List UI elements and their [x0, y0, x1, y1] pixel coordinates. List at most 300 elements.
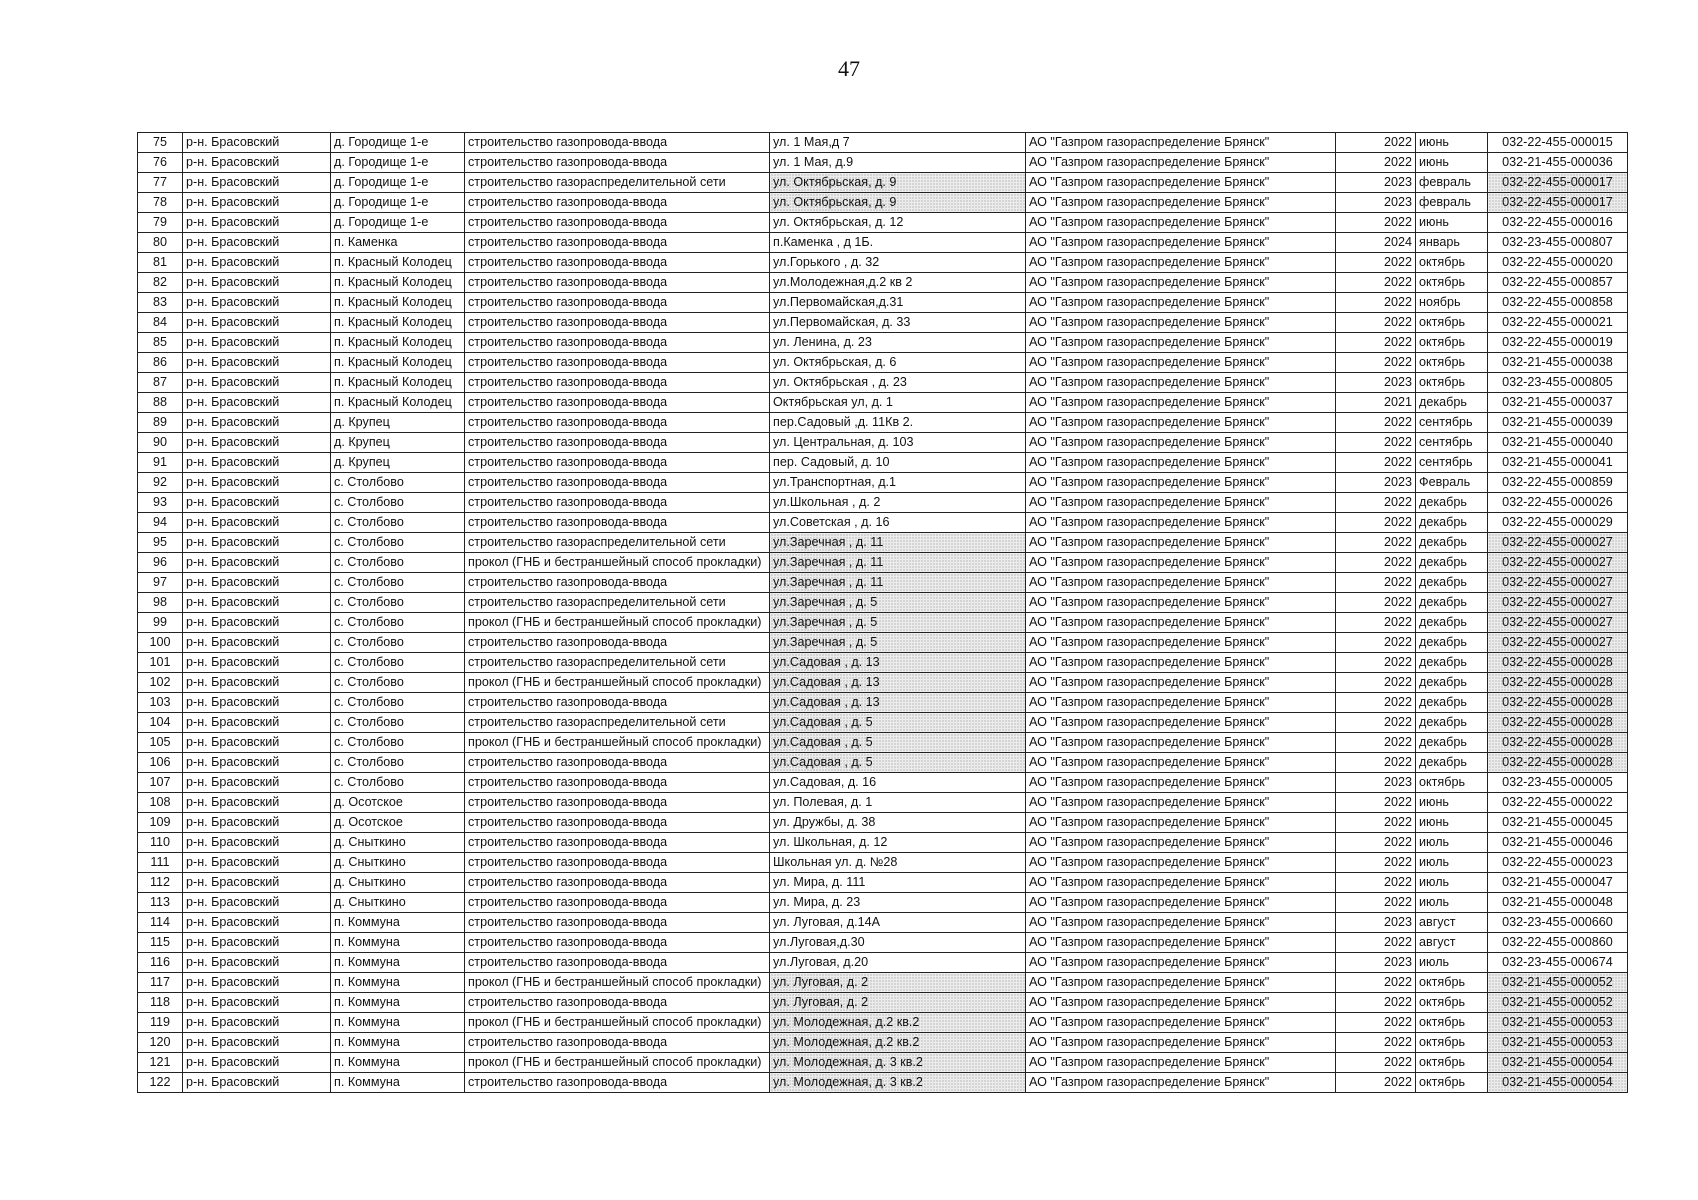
organization-cell: АО "Газпром газораспределение Брянск" [1026, 473, 1336, 493]
month-cell: декабрь [1416, 733, 1488, 753]
row-number-cell: 87 [138, 373, 183, 393]
year-cell: 2023 [1336, 173, 1416, 193]
row-number-cell: 92 [138, 473, 183, 493]
organization-cell: АО "Газпром газораспределение Брянск" [1026, 273, 1336, 293]
address-cell: ул. Молодежная, д.2 кв.2 [770, 1013, 1026, 1033]
district-cell: р-н. Брасовский [183, 673, 331, 693]
code-cell: 032-22-455-000027 [1488, 593, 1628, 613]
address-cell: ул.Первомайская, д. 33 [770, 313, 1026, 333]
year-cell: 2022 [1336, 453, 1416, 473]
settlement-cell: с. Столбово [331, 653, 465, 673]
row-number-cell: 82 [138, 273, 183, 293]
month-cell: декабрь [1416, 653, 1488, 673]
code-cell: 032-22-455-000858 [1488, 293, 1628, 313]
address-cell: Школьная ул. д. №28 [770, 853, 1026, 873]
settlement-cell: д. Осотское [331, 793, 465, 813]
code-cell: 032-22-455-000017 [1488, 193, 1628, 213]
settlement-cell: п. Красный Колодец [331, 313, 465, 333]
settlement-cell: п. Коммуна [331, 1053, 465, 1073]
address-cell: ул. Луговая, д. 2 [770, 993, 1026, 1013]
address-cell: ул.Молодежная,д.2 кв 2 [770, 273, 1026, 293]
district-cell: р-н. Брасовский [183, 653, 331, 673]
code-cell: 032-23-455-000805 [1488, 373, 1628, 393]
table-row [138, 693, 1628, 713]
address-cell: ул. 1 Мая, д.9 [770, 153, 1026, 173]
settlement-cell: п. Красный Колодец [331, 253, 465, 273]
district-cell: р-н. Брасовский [183, 173, 331, 193]
year-cell: 2023 [1336, 953, 1416, 973]
month-cell: январь [1416, 233, 1488, 253]
organization-cell: АО "Газпром газораспределение Брянск" [1026, 553, 1336, 573]
row-number-cell: 94 [138, 513, 183, 533]
organization-cell: АО "Газпром газораспределение Брянск" [1026, 633, 1336, 653]
address-cell: ул.Садовая , д. 5 [770, 753, 1026, 773]
work-type-cell: строительство газопровода-ввода [465, 893, 770, 913]
district-cell: р-н. Брасовский [183, 813, 331, 833]
code-cell: 032-21-455-000040 [1488, 433, 1628, 453]
year-cell: 2022 [1336, 613, 1416, 633]
table-row [138, 333, 1628, 353]
row-number-cell: 113 [138, 893, 183, 913]
year-cell: 2022 [1336, 833, 1416, 853]
district-cell: р-н. Брасовский [183, 793, 331, 813]
code-cell: 032-23-455-000660 [1488, 913, 1628, 933]
address-cell: ул. Октябрьская, д. 9 [770, 193, 1026, 213]
settlement-cell: с. Столбово [331, 513, 465, 533]
district-cell: р-н. Брасовский [183, 713, 331, 733]
address-cell: ул.Луговая,д.30 [770, 933, 1026, 953]
code-cell: 032-22-455-000019 [1488, 333, 1628, 353]
organization-cell: АО "Газпром газораспределение Брянск" [1026, 573, 1336, 593]
year-cell: 2022 [1336, 573, 1416, 593]
table-row [138, 913, 1628, 933]
organization-cell: АО "Газпром газораспределение Брянск" [1026, 233, 1336, 253]
row-number-cell: 80 [138, 233, 183, 253]
settlement-cell: с. Столбово [331, 773, 465, 793]
month-cell: декабрь [1416, 533, 1488, 553]
settlement-cell: д. Городище 1-е [331, 193, 465, 213]
settlement-cell: с. Столбово [331, 593, 465, 613]
address-cell: ул. Школьная, д. 12 [770, 833, 1026, 853]
year-cell: 2022 [1336, 493, 1416, 513]
address-cell: ул.Школьная , д. 2 [770, 493, 1026, 513]
table-row [138, 513, 1628, 533]
year-cell: 2022 [1336, 993, 1416, 1013]
work-type-cell: строительство газопровода-ввода [465, 153, 770, 173]
settlement-cell: с. Столбово [331, 473, 465, 493]
district-cell: р-н. Брасовский [183, 693, 331, 713]
row-number-cell: 118 [138, 993, 183, 1013]
address-cell: Октябрьская ул, д. 1 [770, 393, 1026, 413]
work-type-cell: прокол (ГНБ и бестраншейный способ прокладки) [465, 613, 770, 633]
code-cell: 032-21-455-000052 [1488, 973, 1628, 993]
work-type-cell: строительство газопровода-ввода [465, 573, 770, 593]
work-type-cell: строительство газопровода-ввода [465, 333, 770, 353]
district-cell: р-н. Брасовский [183, 1013, 331, 1033]
month-cell: июль [1416, 853, 1488, 873]
settlement-cell: д. Крупец [331, 413, 465, 433]
month-cell: октябрь [1416, 1033, 1488, 1053]
work-type-cell: строительство газопровода-ввода [465, 213, 770, 233]
settlement-cell: с. Столбово [331, 673, 465, 693]
organization-cell: АО "Газпром газораспределение Брянск" [1026, 1053, 1336, 1073]
code-cell: 032-21-455-000046 [1488, 833, 1628, 853]
month-cell: октябрь [1416, 333, 1488, 353]
table-row [138, 553, 1628, 573]
row-number-cell: 96 [138, 553, 183, 573]
row-number-cell: 117 [138, 973, 183, 993]
row-number-cell: 116 [138, 953, 183, 973]
organization-cell: АО "Газпром газораспределение Брянск" [1026, 653, 1336, 673]
table-row [138, 613, 1628, 633]
table-row [138, 673, 1628, 693]
work-type-cell: прокол (ГНБ и бестраншейный способ прокладки) [465, 1013, 770, 1033]
year-cell: 2022 [1336, 1073, 1416, 1093]
organization-cell: АО "Газпром газораспределение Брянск" [1026, 713, 1336, 733]
organization-cell: АО "Газпром газораспределение Брянск" [1026, 1073, 1336, 1093]
organization-cell: АО "Газпром газораспределение Брянск" [1026, 913, 1336, 933]
address-cell: ул. Мира, д. 23 [770, 893, 1026, 913]
address-cell: ул.Садовая , д. 13 [770, 673, 1026, 693]
year-cell: 2024 [1336, 233, 1416, 253]
month-cell: октябрь [1416, 1053, 1488, 1073]
code-cell: 032-21-455-000054 [1488, 1053, 1628, 1073]
row-number-cell: 98 [138, 593, 183, 613]
table-row [138, 313, 1628, 333]
code-cell: 032-22-455-000016 [1488, 213, 1628, 233]
code-cell: 032-22-455-000020 [1488, 253, 1628, 273]
month-cell: Февраль [1416, 473, 1488, 493]
table-row [138, 133, 1628, 153]
year-cell: 2022 [1336, 553, 1416, 573]
work-type-cell: строительство газопровода-ввода [465, 933, 770, 953]
address-cell: ул.Садовая, д. 16 [770, 773, 1026, 793]
address-cell: ул. Октябрьская, д. 9 [770, 173, 1026, 193]
organization-cell: АО "Газпром газораспределение Брянск" [1026, 533, 1336, 553]
year-cell: 2023 [1336, 773, 1416, 793]
row-number-cell: 91 [138, 453, 183, 473]
table-row [138, 653, 1628, 673]
work-type-cell: строительство газопровода-ввода [465, 413, 770, 433]
settlement-cell: д. Городище 1-е [331, 153, 465, 173]
table-row [138, 153, 1628, 173]
settlement-cell: д. Городище 1-е [331, 213, 465, 233]
month-cell: декабрь [1416, 753, 1488, 773]
month-cell: декабрь [1416, 593, 1488, 613]
settlement-cell: с. Столбово [331, 733, 465, 753]
work-type-cell: строительство газопровода-ввода [465, 813, 770, 833]
year-cell: 2022 [1336, 673, 1416, 693]
organization-cell: АО "Газпром газораспределение Брянск" [1026, 773, 1336, 793]
table-body [138, 133, 1628, 1093]
month-cell: июнь [1416, 793, 1488, 813]
settlement-cell: п. Коммуна [331, 1073, 465, 1093]
organization-cell: АО "Газпром газораспределение Брянск" [1026, 173, 1336, 193]
row-number-cell: 109 [138, 813, 183, 833]
code-cell: 032-22-455-000027 [1488, 533, 1628, 553]
organization-cell: АО "Газпром газораспределение Брянск" [1026, 973, 1336, 993]
work-type-cell: строительство газопровода-ввода [465, 133, 770, 153]
month-cell: ноябрь [1416, 293, 1488, 313]
organization-cell: АО "Газпром газораспределение Брянск" [1026, 353, 1336, 373]
district-cell: р-н. Брасовский [183, 973, 331, 993]
table-row [138, 793, 1628, 813]
table-row [138, 353, 1628, 373]
code-cell: 032-21-455-000038 [1488, 353, 1628, 373]
row-number-cell: 107 [138, 773, 183, 793]
year-cell: 2022 [1336, 873, 1416, 893]
address-cell: п.Каменка , д 1Б. [770, 233, 1026, 253]
table-row [138, 393, 1628, 413]
month-cell: август [1416, 913, 1488, 933]
district-cell: р-н. Брасовский [183, 233, 331, 253]
settlement-cell: д. Крупец [331, 453, 465, 473]
address-cell: ул. Ленина, д. 23 [770, 333, 1026, 353]
district-cell: р-н. Брасовский [183, 393, 331, 413]
work-type-cell: строительство газопровода-ввода [465, 473, 770, 493]
year-cell: 2022 [1336, 413, 1416, 433]
table-row [138, 993, 1628, 1013]
organization-cell: АО "Газпром газораспределение Брянск" [1026, 493, 1336, 513]
district-cell: р-н. Брасовский [183, 273, 331, 293]
month-cell: октябрь [1416, 353, 1488, 373]
month-cell: декабрь [1416, 573, 1488, 593]
year-cell: 2022 [1336, 733, 1416, 753]
settlement-cell: с. Столбово [331, 713, 465, 733]
address-cell: пер.Садовый ,д. 11Кв 2. [770, 413, 1026, 433]
settlement-cell: с. Столбово [331, 573, 465, 593]
organization-cell: АО "Газпром газораспределение Брянск" [1026, 133, 1336, 153]
settlement-cell: д. Городище 1-е [331, 133, 465, 153]
settlement-cell: с. Столбово [331, 493, 465, 513]
organization-cell: АО "Газпром газораспределение Брянск" [1026, 833, 1336, 853]
row-number-cell: 78 [138, 193, 183, 213]
year-cell: 2022 [1336, 753, 1416, 773]
month-cell: октябрь [1416, 773, 1488, 793]
settlement-cell: с. Столбово [331, 613, 465, 633]
district-cell: р-н. Брасовский [183, 513, 331, 533]
organization-cell: АО "Газпром газораспределение Брянск" [1026, 693, 1336, 713]
year-cell: 2022 [1336, 133, 1416, 153]
table-row [138, 413, 1628, 433]
work-type-cell: строительство газопровода-ввода [465, 493, 770, 513]
code-cell: 032-22-455-000029 [1488, 513, 1628, 533]
organization-cell: АО "Газпром газораспределение Брянск" [1026, 613, 1336, 633]
settlement-cell: с. Столбово [331, 533, 465, 553]
settlement-cell: п. Красный Колодец [331, 333, 465, 353]
year-cell: 2022 [1336, 693, 1416, 713]
work-type-cell: строительство газораспределительной сети [465, 713, 770, 733]
year-cell: 2023 [1336, 193, 1416, 213]
code-cell: 032-22-455-000028 [1488, 733, 1628, 753]
settlement-cell: п. Коммуна [331, 993, 465, 1013]
month-cell: октябрь [1416, 1073, 1488, 1093]
work-type-cell: строительство газопровода-ввода [465, 633, 770, 653]
row-number-cell: 115 [138, 933, 183, 953]
work-type-cell: строительство газопровода-ввода [465, 753, 770, 773]
row-number-cell: 108 [138, 793, 183, 813]
code-cell: 032-22-455-000027 [1488, 553, 1628, 573]
district-cell: р-н. Брасовский [183, 1053, 331, 1073]
work-type-cell: строительство газопровода-ввода [465, 853, 770, 873]
settlement-cell: д. Крупец [331, 433, 465, 453]
table-row [138, 273, 1628, 293]
table-row [138, 213, 1628, 233]
settlement-cell: д. Сныткино [331, 893, 465, 913]
district-cell: р-н. Брасовский [183, 473, 331, 493]
district-cell: р-н. Брасовский [183, 913, 331, 933]
row-number-cell: 88 [138, 393, 183, 413]
district-cell: р-н. Брасовский [183, 633, 331, 653]
settlement-cell: п. Коммуна [331, 973, 465, 993]
row-number-cell: 120 [138, 1033, 183, 1053]
address-cell: ул. Молодежная, д. 3 кв.2 [770, 1053, 1026, 1073]
month-cell: декабрь [1416, 613, 1488, 633]
address-cell: ул. Мира, д. 111 [770, 873, 1026, 893]
table-row [138, 773, 1628, 793]
work-type-cell: строительство газораспределительной сети [465, 533, 770, 553]
address-cell: ул.Заречная , д. 11 [770, 573, 1026, 593]
code-cell: 032-22-455-000026 [1488, 493, 1628, 513]
organization-cell: АО "Газпром газораспределение Брянск" [1026, 593, 1336, 613]
district-cell: р-н. Брасовский [183, 1033, 331, 1053]
district-cell: р-н. Брасовский [183, 873, 331, 893]
code-cell: 032-22-455-000028 [1488, 673, 1628, 693]
row-number-cell: 89 [138, 413, 183, 433]
organization-cell: АО "Газпром газораспределение Брянск" [1026, 253, 1336, 273]
year-cell: 2022 [1336, 793, 1416, 813]
district-cell: р-н. Брасовский [183, 353, 331, 373]
month-cell: июль [1416, 873, 1488, 893]
month-cell: июнь [1416, 813, 1488, 833]
year-cell: 2022 [1336, 273, 1416, 293]
district-cell: р-н. Брасовский [183, 933, 331, 953]
row-number-cell: 77 [138, 173, 183, 193]
address-cell: ул.Заречная , д. 5 [770, 593, 1026, 613]
district-cell: р-н. Брасовский [183, 853, 331, 873]
month-cell: декабрь [1416, 713, 1488, 733]
work-type-cell: строительство газораспределительной сети [465, 173, 770, 193]
district-cell: р-н. Брасовский [183, 553, 331, 573]
organization-cell: АО "Газпром газораспределение Брянск" [1026, 153, 1336, 173]
row-number-cell: 95 [138, 533, 183, 553]
month-cell: октябрь [1416, 1013, 1488, 1033]
district-cell: р-н. Брасовский [183, 313, 331, 333]
year-cell: 2021 [1336, 393, 1416, 413]
month-cell: октябрь [1416, 273, 1488, 293]
district-cell: р-н. Брасовский [183, 733, 331, 753]
work-type-cell: прокол (ГНБ и бестраншейный способ прокладки) [465, 553, 770, 573]
month-cell: июнь [1416, 153, 1488, 173]
table-row [138, 853, 1628, 873]
code-cell: 032-21-455-000053 [1488, 1033, 1628, 1053]
row-number-cell: 85 [138, 333, 183, 353]
row-number-cell: 101 [138, 653, 183, 673]
work-type-cell: строительство газопровода-ввода [465, 453, 770, 473]
work-type-cell: прокол (ГНБ и бестраншейный способ прокладки) [465, 673, 770, 693]
settlement-cell: п. Красный Колодец [331, 353, 465, 373]
settlement-cell: д. Сныткино [331, 853, 465, 873]
month-cell: сентябрь [1416, 433, 1488, 453]
district-cell: р-н. Брасовский [183, 953, 331, 973]
code-cell: 032-23-455-000005 [1488, 773, 1628, 793]
district-cell: р-н. Брасовский [183, 213, 331, 233]
settlement-cell: д. Осотское [331, 813, 465, 833]
settlement-cell: п. Коммуна [331, 913, 465, 933]
year-cell: 2022 [1336, 213, 1416, 233]
year-cell: 2022 [1336, 933, 1416, 953]
address-cell: ул.Садовая , д. 13 [770, 653, 1026, 673]
month-cell: октябрь [1416, 993, 1488, 1013]
row-number-cell: 84 [138, 313, 183, 333]
address-cell: ул. Молодежная, д.2 кв.2 [770, 1033, 1026, 1053]
district-cell: р-н. Брасовский [183, 133, 331, 153]
address-cell: ул.Первомайская,д.31 [770, 293, 1026, 313]
district-cell: р-н. Брасовский [183, 293, 331, 313]
work-type-cell: строительство газораспределительной сети [465, 593, 770, 613]
work-type-cell: строительство газопровода-ввода [465, 873, 770, 893]
month-cell: октябрь [1416, 313, 1488, 333]
month-cell: декабрь [1416, 393, 1488, 413]
work-type-cell: строительство газопровода-ввода [465, 773, 770, 793]
settlement-cell: п. Коммуна [331, 953, 465, 973]
organization-cell: АО "Газпром газораспределение Брянск" [1026, 513, 1336, 533]
month-cell: июль [1416, 953, 1488, 973]
organization-cell: АО "Газпром газораспределение Брянск" [1026, 733, 1336, 753]
work-type-cell: строительство газопровода-ввода [465, 233, 770, 253]
code-cell: 032-21-455-000045 [1488, 813, 1628, 833]
organization-cell: АО "Газпром газораспределение Брянск" [1026, 193, 1336, 213]
settlement-cell: п. Красный Колодец [331, 393, 465, 413]
month-cell: декабрь [1416, 553, 1488, 573]
district-cell: р-н. Брасовский [183, 433, 331, 453]
organization-cell: АО "Газпром газораспределение Брянск" [1026, 413, 1336, 433]
work-type-cell: строительство газопровода-ввода [465, 1073, 770, 1093]
code-cell: 032-23-455-000807 [1488, 233, 1628, 253]
table-row [138, 1053, 1628, 1073]
table-row [138, 713, 1628, 733]
address-cell: ул.Горького , д. 32 [770, 253, 1026, 273]
settlement-cell: п. Каменка [331, 233, 465, 253]
code-cell: 032-22-455-000028 [1488, 713, 1628, 733]
address-cell: ул.Садовая , д. 5 [770, 733, 1026, 753]
district-cell: р-н. Брасовский [183, 993, 331, 1013]
code-cell: 032-22-455-000027 [1488, 573, 1628, 593]
year-cell: 2022 [1336, 533, 1416, 553]
code-cell: 032-22-455-000023 [1488, 853, 1628, 873]
table-row [138, 733, 1628, 753]
table-row [138, 573, 1628, 593]
table-row [138, 493, 1628, 513]
row-number-cell: 90 [138, 433, 183, 453]
district-cell: р-н. Брасовский [183, 253, 331, 273]
organization-cell: АО "Газпром газораспределение Брянск" [1026, 793, 1336, 813]
year-cell: 2022 [1336, 513, 1416, 533]
year-cell: 2022 [1336, 853, 1416, 873]
table-row [138, 173, 1628, 193]
code-cell: 032-21-455-000036 [1488, 153, 1628, 173]
address-cell: ул.Садовая , д. 13 [770, 693, 1026, 713]
work-type-cell: строительство газораспределительной сети [465, 653, 770, 673]
address-cell: ул.Транспортная, д.1 [770, 473, 1026, 493]
table-row [138, 433, 1628, 453]
month-cell: декабрь [1416, 673, 1488, 693]
code-cell: 032-22-455-000027 [1488, 633, 1628, 653]
organization-cell: АО "Газпром газораспределение Брянск" [1026, 333, 1336, 353]
district-cell: р-н. Брасовский [183, 333, 331, 353]
month-cell: сентябрь [1416, 453, 1488, 473]
organization-cell: АО "Газпром газораспределение Брянск" [1026, 893, 1336, 913]
